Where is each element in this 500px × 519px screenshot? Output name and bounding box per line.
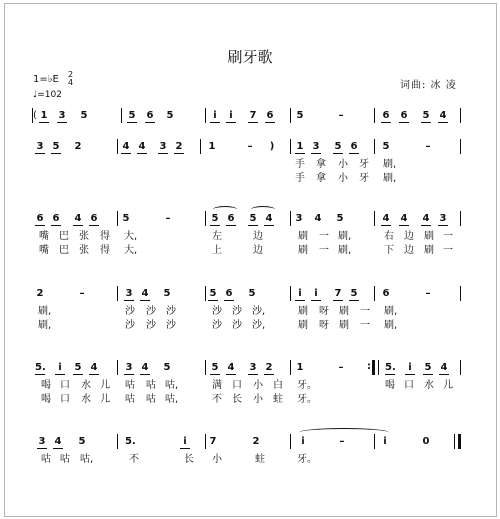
final-barline (454, 434, 455, 449)
lyric-verse-2: 不 (212, 394, 222, 405)
note: 5. (385, 362, 396, 373)
author-credit: 词曲: 冰 凌 (400, 80, 457, 91)
note: 5 (296, 110, 304, 121)
lyric-verse-1: 巴 (59, 231, 69, 242)
note: 4 (74, 213, 82, 224)
note: 5 (382, 141, 390, 152)
lyric-verse-1: 儿 (443, 380, 453, 391)
lyric-verse-1: 咕, (80, 454, 94, 465)
lyric-verse-1: 沙, (252, 306, 266, 317)
note: 5 (249, 213, 257, 224)
lyric-verse-2: 下 (384, 245, 394, 256)
lyric-verse-2: 水 (81, 394, 91, 405)
note: 7 (334, 288, 342, 299)
lyric-verse-1: 满 (212, 380, 222, 391)
note: 1 (208, 141, 216, 152)
lyric-verse-1: 蛀 (255, 454, 265, 465)
note: 6 (36, 213, 44, 224)
lyric-verse-2: 沙 (232, 320, 242, 331)
lyric-verse-2: 边 (404, 245, 414, 256)
lyric-verse-2: 刷 (298, 245, 308, 256)
lyric-verse-1: 小 (212, 454, 222, 465)
time-signature (68, 71, 73, 87)
lyric-verse-1: 一 (360, 306, 370, 317)
note: 4 (138, 141, 146, 152)
barline (290, 211, 291, 226)
lyric-verse-1: 喝 (385, 380, 395, 391)
lyric-verse-2: 咕 (125, 394, 135, 405)
lyric-verse-1: 口 (232, 380, 242, 391)
note: 5 (80, 110, 88, 121)
lyric-verse-2: 拿 (316, 173, 326, 184)
lyric-verse-1: 沙 (232, 306, 242, 317)
note: 2 (252, 436, 260, 447)
lyric-verse-1: 小 (253, 380, 263, 391)
note: 6 (52, 213, 60, 224)
lyric-verse-1: 拿 (316, 159, 326, 170)
barline (117, 360, 118, 375)
note: 2 (36, 288, 44, 299)
barline (374, 108, 375, 123)
paren-open: ( (33, 110, 37, 121)
lyric-verse-2: 喝 (41, 394, 51, 405)
note: i (295, 288, 305, 301)
note: 4 (382, 213, 390, 224)
lyric-verse-2: 张 (79, 245, 89, 256)
lyric-verse-1: 呀 (319, 306, 329, 317)
barline (290, 360, 291, 375)
lyric-verse-2: 得 (100, 245, 110, 256)
note: 0 (422, 436, 430, 447)
lyric-verse-2: 小 (253, 394, 263, 405)
barline (117, 286, 118, 301)
note: – (339, 436, 345, 447)
lyric-verse-2: 刷, (383, 173, 397, 184)
note: 5 (163, 362, 171, 373)
note: – (338, 110, 344, 121)
lyric-verse-2: 沙, (252, 320, 266, 331)
note: 2 (74, 141, 82, 152)
lyric-verse-2: 刷 (424, 245, 434, 256)
barline (374, 139, 375, 154)
lyric-verse-1: 刷 (424, 231, 434, 242)
lyric-verse-1: 咕 (60, 454, 70, 465)
barline (205, 108, 206, 123)
lyric-verse-1: 长 (184, 454, 194, 465)
lyric-verse-2: 口 (60, 394, 70, 405)
lyric-verse-1: 边 (253, 231, 263, 242)
lyric-verse-2: 咕, (165, 394, 179, 405)
lyric-verse-1: 刷 (339, 306, 349, 317)
lyric-verse-2: 沙 (146, 320, 156, 331)
lyric-verse-2: 手 (295, 173, 305, 184)
time-sig-bottom: 4 (68, 78, 74, 87)
lyric-verse-1: 得 (100, 231, 110, 242)
barline (200, 139, 201, 154)
barline (374, 286, 375, 301)
barline (205, 434, 206, 449)
note: ) (269, 141, 275, 152)
barline (460, 108, 461, 123)
note: 5 (422, 110, 430, 121)
note: i (180, 436, 190, 449)
lyric-verse-1: 喝 (41, 380, 51, 391)
lyric-verse-1: 刷 (298, 306, 308, 317)
lyric-verse-1: 一 (319, 231, 329, 242)
note: 4 (54, 436, 62, 447)
barline (205, 211, 206, 226)
note: 5 (74, 362, 82, 373)
lyric-verse-2: 刷 (339, 320, 349, 331)
note: 4 (122, 141, 130, 152)
note: 5 (211, 213, 219, 224)
note: 5 (424, 362, 432, 373)
lyric-verse-2: 一 (443, 245, 453, 256)
note: i (301, 436, 305, 447)
lyric-verse-1: 刷 (298, 231, 308, 242)
lyric-verse-1: 嘴 (39, 231, 49, 242)
tie-arc (299, 428, 389, 437)
note: 5 (128, 110, 136, 121)
note: i (226, 110, 236, 123)
lyric-verse-1: 张 (79, 231, 89, 242)
lyric-verse-2: 大, (124, 245, 138, 256)
note: 6 (266, 110, 274, 121)
note: 4 (141, 288, 149, 299)
note: 4 (422, 213, 430, 224)
lyric-verse-1: 沙 (166, 306, 176, 317)
lyric-verse-1: 牙。 (297, 454, 317, 465)
note: 3 (36, 141, 44, 152)
note: 5 (52, 141, 60, 152)
lyric-verse-1: 咕 (125, 380, 135, 391)
lyric-verse-2: 巴 (59, 245, 69, 256)
note: 5 (248, 288, 256, 299)
lyric-verse-1: 手 (295, 159, 305, 170)
note: 7 (209, 436, 217, 447)
lyric-verse-2: 沙 (166, 320, 176, 331)
final-barline (458, 434, 461, 449)
note: – (338, 362, 344, 373)
note: 1 (296, 362, 304, 373)
barline (117, 139, 118, 154)
lyric-verse-1: 口 (60, 380, 70, 391)
note: 6 (400, 110, 408, 121)
lyric-verse-1: 沙 (212, 306, 222, 317)
barline (460, 286, 461, 301)
note: 7 (249, 110, 257, 121)
note: 3 (439, 213, 447, 224)
note: 3 (38, 436, 46, 447)
lyric-verse-2: 刷, (38, 320, 52, 331)
note: 5 (163, 288, 171, 299)
note: 2 (265, 362, 273, 373)
note: 2 (175, 141, 183, 152)
lyric-verse-1: 边 (404, 231, 414, 242)
note: 5. (35, 362, 46, 373)
lyric-verse-1: 口 (404, 380, 414, 391)
repeat-barline (378, 360, 379, 375)
note: 6 (90, 213, 98, 224)
lyric-verse-2: 上 (212, 245, 222, 256)
lyric-verse-1: 刷, (38, 306, 52, 317)
tie-arc (251, 206, 275, 213)
lyric-verse-1: 咕 (41, 454, 51, 465)
note: 4 (90, 362, 98, 373)
lyric-verse-1: 咕 (146, 380, 156, 391)
barline (117, 434, 118, 449)
lyric-verse-1: 牙。 (297, 380, 317, 391)
lyric-verse-2: 牙。 (297, 394, 317, 405)
note: 5 (350, 288, 358, 299)
lyric-verse-2: 沙 (125, 320, 135, 331)
barline (205, 286, 206, 301)
note: 1 (296, 141, 304, 152)
lyric-verse-1: 水 (424, 380, 434, 391)
note: 4 (227, 362, 235, 373)
lyric-verse-1: 刷, (384, 306, 398, 317)
note: 5 (334, 141, 342, 152)
barline (460, 360, 461, 375)
lyric-verse-1: 右 (384, 231, 394, 242)
lyric-verse-1: 大, (124, 231, 138, 242)
time-sig-top: 2 (68, 70, 74, 79)
lyric-verse-1: 牙 (359, 159, 369, 170)
lyric-verse-1: 儿 (100, 380, 110, 391)
note: 6 (350, 141, 358, 152)
note: – (425, 141, 431, 152)
barline (117, 211, 118, 226)
note: 5 (78, 436, 86, 447)
lyric-verse-2: 小 (338, 173, 348, 184)
note: 6 (146, 110, 154, 121)
lyric-verse-2: 嘴 (39, 245, 49, 256)
note: 5 (336, 213, 344, 224)
barline (374, 211, 375, 226)
lyric-verse-2: 一 (360, 320, 370, 331)
lyric-verse-2: 长 (232, 394, 242, 405)
note: 4 (314, 213, 322, 224)
note: 6 (225, 288, 233, 299)
note: 4 (400, 213, 408, 224)
barline (121, 108, 122, 123)
note: 5 (166, 110, 174, 121)
note: i (55, 362, 65, 375)
barline (460, 211, 461, 226)
lyric-verse-1: 白 (273, 380, 283, 391)
lyric-verse-2: 呀 (319, 320, 329, 331)
barline (460, 139, 461, 154)
note: 3 (125, 288, 133, 299)
tempo-marking: ♩=102 (33, 90, 62, 100)
barline (290, 286, 291, 301)
note: – (79, 288, 85, 299)
lyric-verse-2: 儿 (100, 394, 110, 405)
note: 5 (211, 362, 219, 373)
key-signature: 1=♭E (33, 74, 59, 85)
note: 5. (125, 436, 136, 447)
barline (290, 139, 291, 154)
barline (290, 108, 291, 123)
note: 4 (141, 362, 149, 373)
note: 1 (40, 110, 48, 121)
barline (205, 360, 206, 375)
note: – (247, 141, 253, 152)
note: 3 (58, 110, 66, 121)
note: 6 (382, 110, 390, 121)
note: 3 (295, 213, 303, 224)
lyric-verse-2: 一 (319, 245, 329, 256)
lyric-verse-2: 刷, (384, 320, 398, 331)
repeat-dots: : (367, 361, 371, 372)
note: 5 (122, 213, 130, 224)
note: 5 (209, 288, 217, 299)
lyric-verse-1: 刷, (383, 159, 397, 170)
lyric-verse-2: 沙 (212, 320, 222, 331)
note: i (383, 436, 387, 447)
lyric-verse-1: 不 (129, 454, 139, 465)
tie-arc (213, 206, 237, 213)
note: 3 (159, 141, 167, 152)
note: 6 (382, 288, 390, 299)
note: 4 (440, 362, 448, 373)
note: i (405, 362, 415, 375)
note: 3 (312, 141, 320, 152)
lyric-verse-2: 刷, (338, 245, 352, 256)
note: 4 (265, 213, 273, 224)
lyric-verse-1: 一 (443, 231, 453, 242)
lyric-verse-1: 沙 (146, 306, 156, 317)
note: 4 (439, 110, 447, 121)
note: i (210, 110, 220, 123)
note: – (165, 213, 171, 224)
lyric-verse-2: 刷 (298, 320, 308, 331)
lyric-verse-2: 边 (253, 245, 263, 256)
lyric-verse-1: 刷, (338, 231, 352, 242)
lyric-verse-1: 咕, (165, 380, 179, 391)
lyric-verse-2: 蛀 (273, 394, 283, 405)
song-title: 刷牙歌 (227, 48, 273, 66)
lyric-verse-1: 小 (338, 159, 348, 170)
barline (290, 434, 291, 449)
lyric-verse-1: 沙 (125, 306, 135, 317)
note: 3 (125, 362, 133, 373)
lyric-verse-2: 咕 (146, 394, 156, 405)
lyric-verse-1: 左 (212, 231, 222, 242)
note: – (425, 288, 431, 299)
note: 6 (227, 213, 235, 224)
lyric-verse-1: 水 (81, 380, 91, 391)
lyric-verse-2: 牙 (359, 173, 369, 184)
note: 3 (249, 362, 257, 373)
note: i (311, 288, 321, 301)
